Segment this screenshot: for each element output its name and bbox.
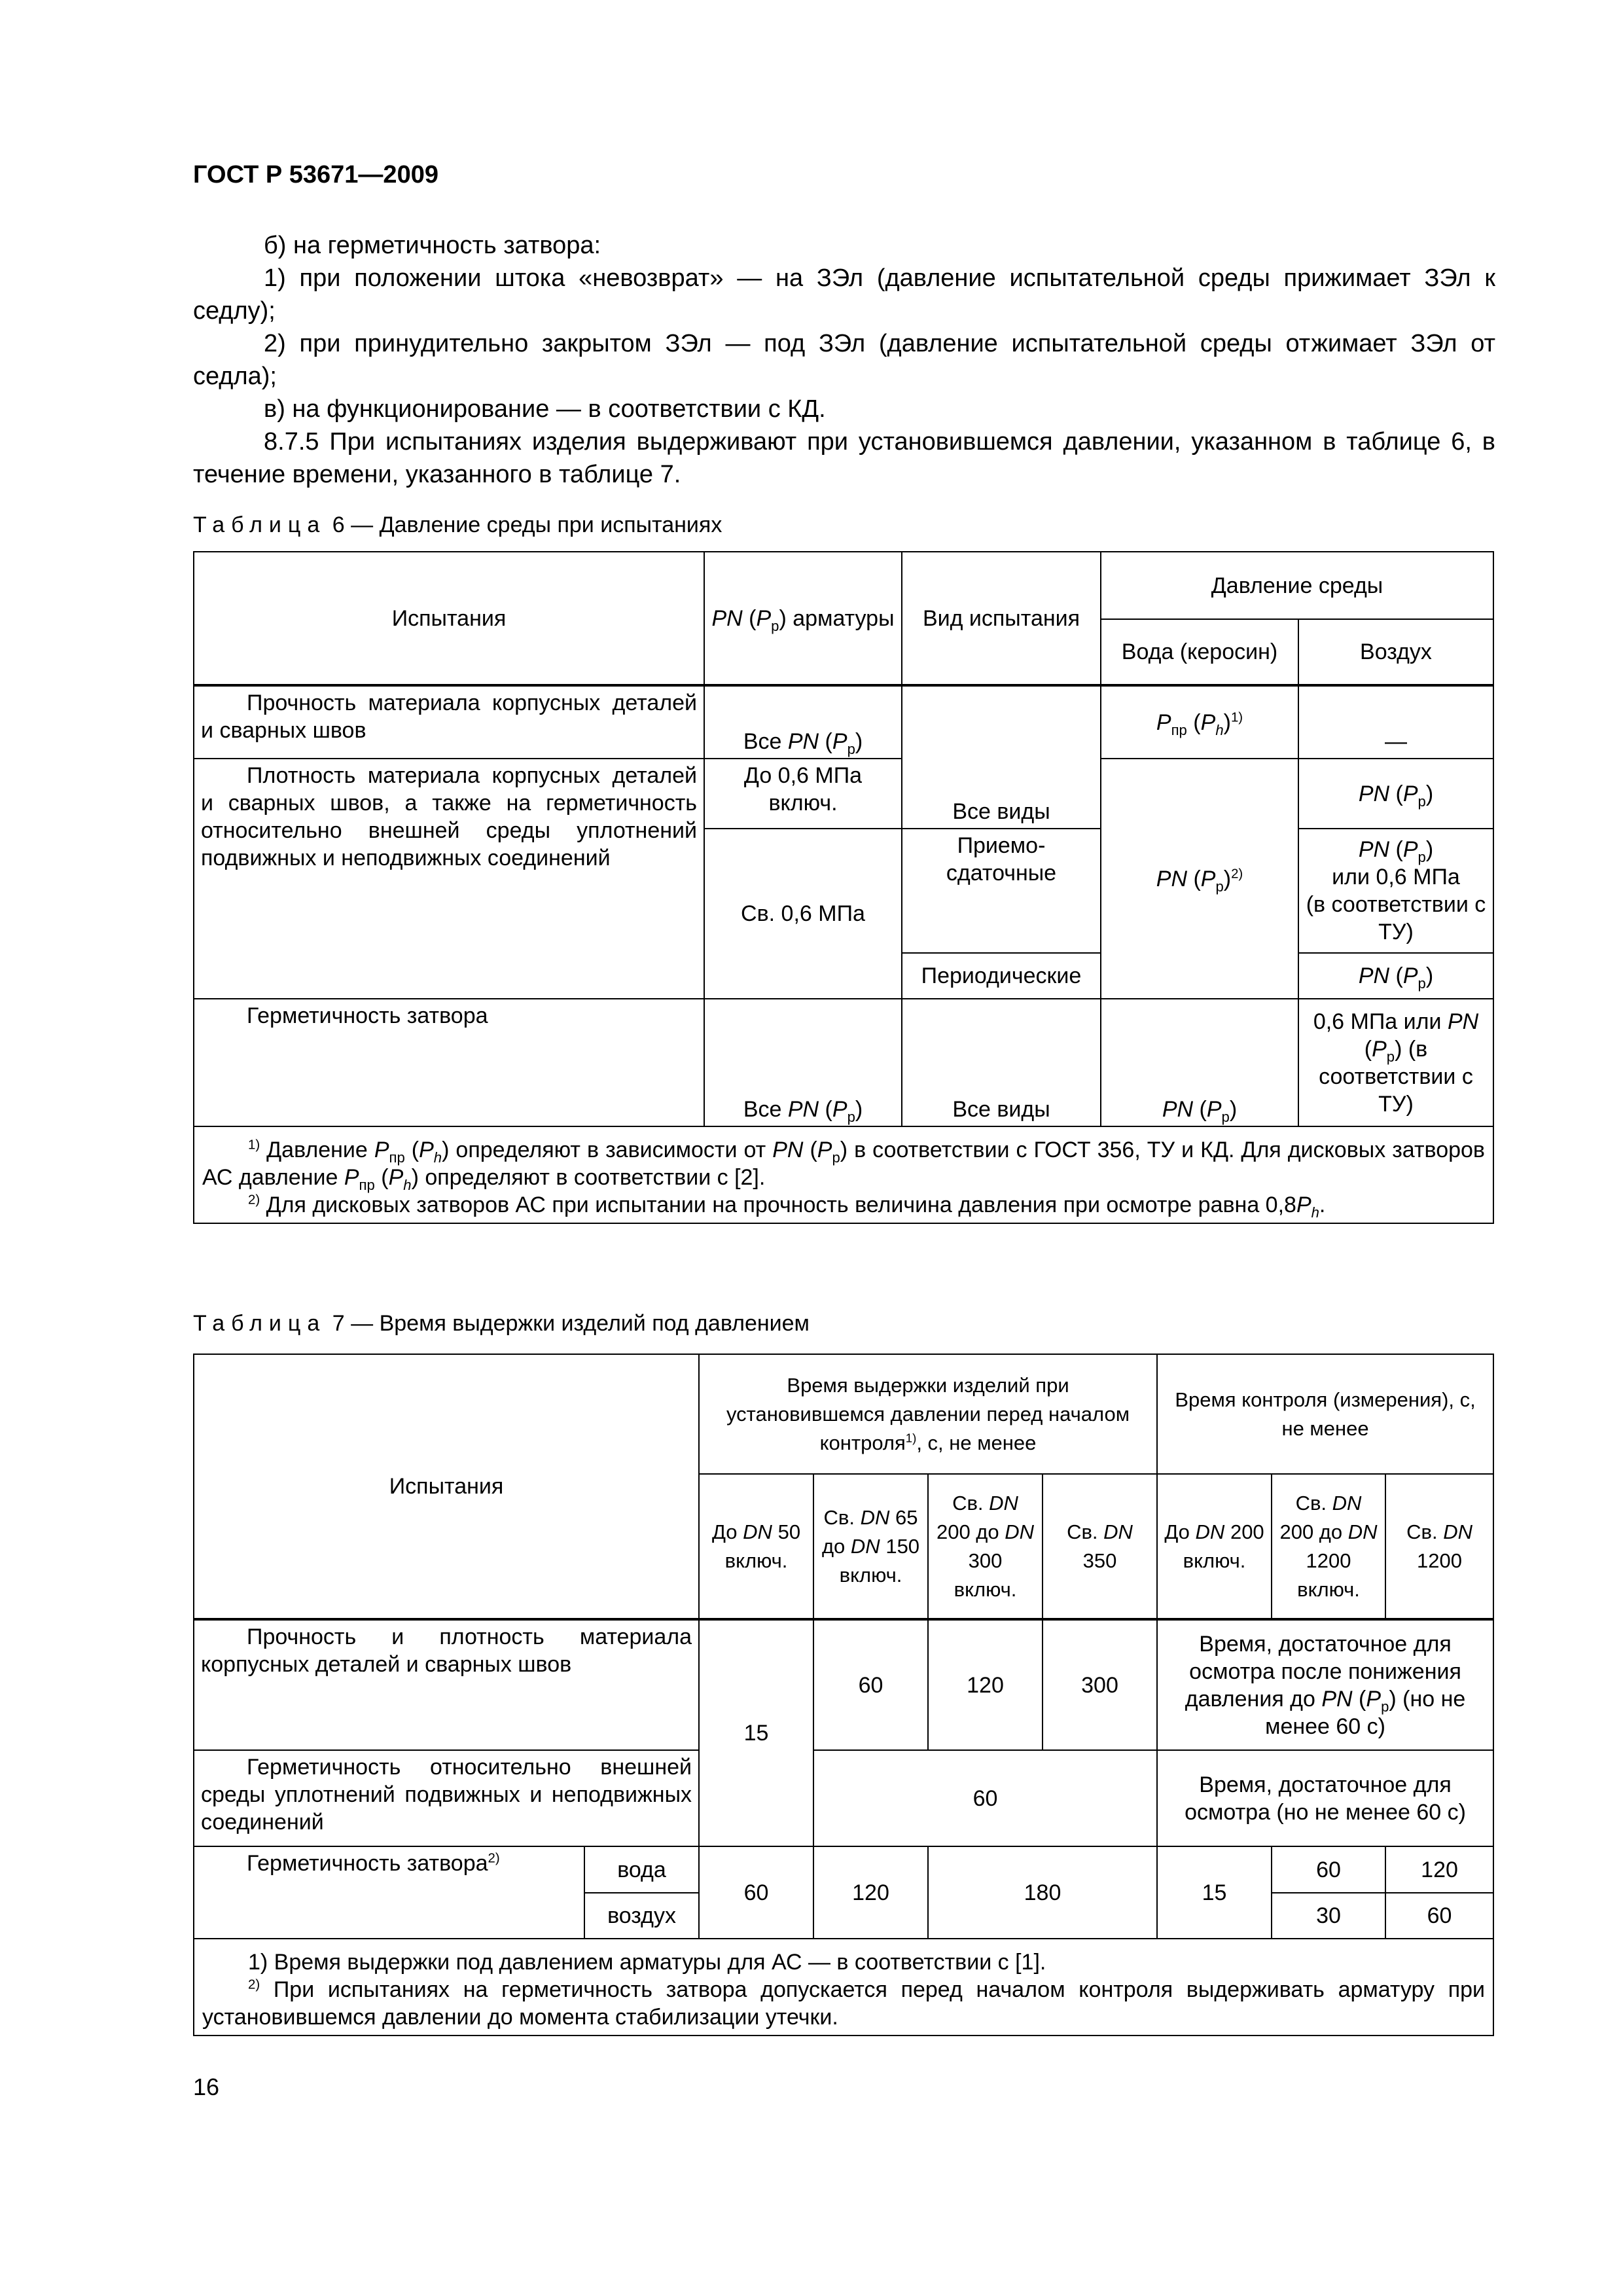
t6-head-water: Вода (керосин) (1101, 619, 1298, 685)
t6-r3-air: 0,6 МПа или PN $(P_р)$ (в соответствии с ТУ) (1298, 999, 1493, 1126)
document-header: ГОСТ Р 53671—2009 (193, 161, 438, 188)
t6-r3-pn: Все PN $(P_р)$ (704, 999, 902, 1126)
t7-r2-ctrl: Время, достаточное для осмотра (но не менее 60 с) (1157, 1750, 1493, 1846)
t6-r1-pn: Все PN $(P_р)$ (704, 685, 902, 759)
t7-r3-v15: 15 (1157, 1846, 1272, 1939)
t7-r3-name: Герметичность затвора$^{2)}$ (194, 1846, 584, 1939)
t6-r3-water: PN $(P_р)$ (1101, 999, 1298, 1126)
item-b1: 1) при положении штока «невозврат» — на ЗЭл (давление испытательной среды прижимает ЗЭл к седлу); (193, 264, 1495, 325)
t7-r2-name: Герметичность относительно внешней среды уплотнений подвижных и неподвижных соединений (194, 1750, 699, 1846)
item-b: б) на герметичность затвора: (264, 232, 601, 259)
t6-r2-pn-upto: До 0,6 МПа включ. (704, 759, 902, 829)
t7-r1-ctrl: Время, достаточное для осмотра после понижения давления до PN $(P_р)$ (но не менее 60 с) (1157, 1619, 1493, 1750)
t6-acceptance: Приемо-сдаточные (902, 829, 1101, 953)
t7-r3-v60: 60 (699, 1846, 813, 1939)
t7-r3-water: вода (584, 1846, 699, 1893)
body-text (193, 229, 1495, 491)
t7-head-dn200-300: Св. DN 200 до DN 300 включ. (928, 1474, 1043, 1619)
t7-r3-v180: 180 (928, 1846, 1157, 1939)
t6-head-pressure: Давление среды (1101, 552, 1493, 619)
t7-r3-air-c2: 30 (1272, 1893, 1385, 1939)
table6-caption: Таблица 6 — Давление среды при испытаниях (193, 512, 722, 537)
table7 (193, 1354, 1494, 2036)
t6-head-air: Воздух (1298, 619, 1493, 685)
t6-r2-air-1: PN $(P_р)$ (1298, 759, 1493, 829)
t6-r2-name: Плотность материала корпусных деталей и сварных швов, а также на герметичность относительно внешней среды уплотнений подвижных и неподвижных соединений (194, 759, 704, 999)
t6-r1-name: Прочность материала корпусных деталей и сварных швов (194, 685, 704, 759)
t7-footnote-1: 1) Время выдержки под давлением арматуры для АС — в соответствии с [1]. (248, 1950, 1046, 1975)
t6-r1-air: — (1298, 685, 1493, 759)
t6-all-types-1: Все виды (902, 685, 1101, 829)
table6 (193, 551, 1494, 1224)
t7-r1-name: Прочность и плотность материала корпусных деталей и сварных швов (194, 1619, 699, 1750)
t7-r3-air-c3: 60 (1385, 1893, 1493, 1939)
t7-r3-air: воздух (584, 1893, 699, 1939)
t7-head-dn65-150: Св. DN 65 до DN 150 включ. (813, 1474, 928, 1619)
t7-head-control: Время контроля (измерения), с, не менее (1157, 1354, 1493, 1474)
t7-head-hold: Время выдержки изделий при установившемся давлении перед началом контроля$^{1)}$, с, не менее (699, 1354, 1157, 1474)
t7-r1-v300: 300 (1043, 1619, 1157, 1750)
t7-head-dn50: До DN 50 включ. (699, 1474, 813, 1619)
t7-footnotes (194, 1939, 1493, 2036)
t7-head-ctrl-dn1200: Св. DN 1200 (1385, 1474, 1493, 1619)
t6-footnote-2: $^{2)}$ Для дисковых затворов АС при испытании на прочность величина давления при осмотре равна $0,8P_h$. (248, 1193, 1326, 1221)
t7-head-ctrl-dn200-1200: Св. DN 200 до DN 1200 включ. (1272, 1474, 1385, 1619)
t6-head-tests: Испытания (194, 552, 704, 685)
t6-r3-type: Все виды (902, 999, 1101, 1126)
item-v: в) на функционирование — в соответствии с КД. (264, 395, 826, 423)
t6-footnotes (194, 1126, 1493, 1223)
t7-r3-v120: 120 (813, 1846, 928, 1939)
t7-footnote-2: $^{2)}$ При испытаниях на герметичность затвора допускается перед началом контроля выдерживать арматуру при установившемся давлении до момента стабилизации утечки. (202, 1977, 1486, 2030)
t7-r1-v120: 120 (928, 1619, 1043, 1750)
t7-r3-water-c2: 60 (1272, 1846, 1385, 1893)
page-number: 16 (193, 2073, 220, 2100)
clause-8-7-5: 8.7.5 При испытаниях изделия выдерживают при установившемся давлении, указанном в таблице 6, в течение времени, указанного в таблице 7. (193, 428, 1495, 488)
table7-caption: Таблица 7 — Время выдержки изделий под давлением (193, 1311, 810, 1336)
t7-r2-v60: 60 (813, 1750, 1157, 1846)
t6-footnote-1: $^{1)}$ Давление $P_{пр}$ $(P_h)$ определяют в зависимости от PN $(P_р)$ в соответствии с ГОСТ 356, ТУ и КД. Для дисковых затворов АС давление $P_{пр}$ $(P_h)$ определяют в соответствии с [2]. (202, 1138, 1485, 1193)
t7-v15: 15 (699, 1619, 813, 1846)
t7-r1-v60: 60 (813, 1619, 928, 1750)
t6-r2-water: PN $(P_р)^{2)}$ (1101, 759, 1298, 999)
t6-r2-pn-over: Св. 0,6 МПа (704, 829, 902, 999)
t6-r2-air-2: PN $(P_р)$ или 0,6 МПа (в соответствии с ТУ) (1298, 829, 1493, 953)
t6-r3-name: Герметичность затвора (194, 999, 704, 1126)
t7-head-ctrl-dn200: До DN 200 включ. (1157, 1474, 1272, 1619)
t7-r3-water-c3: 120 (1385, 1846, 1493, 1893)
t6-head-pn: PN $(P_р)$ арматуры (704, 552, 902, 685)
t6-r2-air-3: PN $(P_р)$ (1298, 953, 1493, 999)
t6-periodic: Периодические (902, 953, 1101, 999)
item-b2: 2) при принудительно закрытом ЗЭл — под ЗЭл (давление испытательной среды отжимает ЗЭл от седла); (193, 330, 1495, 390)
t7-head-dn350: Св. DN 350 (1043, 1474, 1157, 1619)
t7-head-tests: Испытания (194, 1354, 699, 1619)
t6-head-type: Вид испытания (902, 552, 1101, 685)
t6-r1-water: $P_{пр}$ $(P_h)^{1)}$ (1101, 685, 1298, 759)
